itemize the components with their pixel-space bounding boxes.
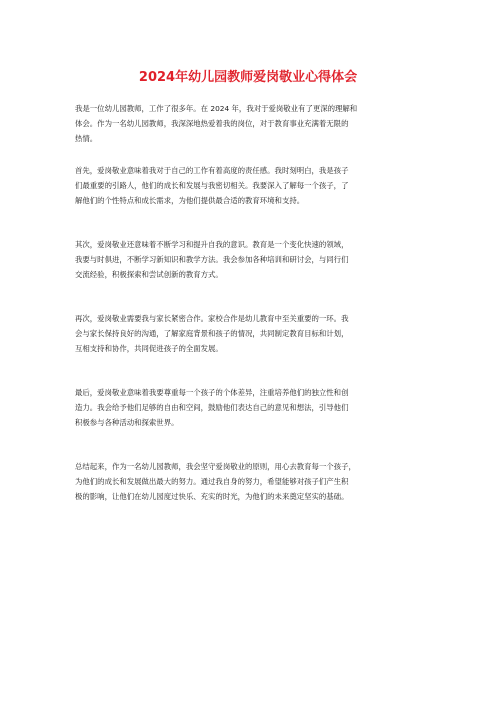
paragraph-line: 们最重要的引路人，他们的成长和发展与我密切相关。我要深入了解每一个孩子，了	[75, 181, 349, 190]
paragraph-line: 体会。作为一名幼儿园教师，我深深地热爱着我的岗位，对于教育事业充满着无限的	[75, 119, 349, 128]
paragraph-intro	[75, 101, 435, 146]
paragraph-line: 积极参与各种活动和探索世界。	[75, 418, 179, 427]
paragraph-line: 再次，爱岗敬业需要我与家长紧密合作。家校合作是幼儿教育中至关重要的一环。我	[75, 314, 349, 323]
paragraph-line: 首先，爱岗敬业意味着我对于自己的工作有着高度的责任感。我时刻明白，我是孩子	[75, 166, 349, 175]
paragraph-line: 会与家长保持良好的沟通，了解家庭背景和孩子的情况，共同制定教育目标和计划，	[75, 329, 349, 338]
paragraph-first	[75, 163, 435, 208]
paragraph-conclusion	[75, 459, 435, 504]
paragraph-second	[75, 237, 435, 282]
paragraph-third	[75, 311, 435, 356]
paragraph-line: 热情。	[75, 134, 98, 143]
paragraph-line: 为他们的成长和发展做出最大的努力。通过我自身的努力，希望能够对孩子们产生积	[75, 477, 349, 486]
paragraph-line: 其次，爱岗敬业还意味着不断学习和提升自我的意识。教育是一个变化快速的领域，	[75, 240, 349, 249]
paragraph-line: 我要与时俱进，不断学习新知识和教学方法。我会参加各种培训和研讨会，与同行们	[75, 255, 349, 264]
paragraph-line: 交流经验，积极探索和尝试创新的教育方式。	[75, 270, 223, 279]
paragraph-line: 极的影响，让他们在幼儿园度过快乐、充实的时光，为他们的未来奠定坚实的基础。	[75, 492, 349, 501]
paragraph-line: 互相支持和协作，共同促进孩子的全面发展。	[75, 344, 223, 353]
paragraph-line: 总结起来，作为一名幼儿园教师，我会坚守爱岗敬业的原则，用心去教育每一个孩子，	[75, 462, 356, 471]
paragraph-line: 最后，爱岗敬业意味着我要尊重每一个孩子的个体差异，注重培养他们的独立性和创	[75, 388, 349, 397]
paragraph-line: 解他们的个性特点和成长需求，为他们提供最合适的教育环境和支持。	[75, 196, 305, 205]
document-title: 2024年幼儿园教师爱岗敬业心得体会	[138, 70, 358, 85]
paragraph-line: 我是一位幼儿园教师，工作了很多年。在 2024 年，我对于爱岗敬业有了更深的理解和	[75, 104, 358, 113]
paragraph-line: 造力。我会给予他们足够的自由和空间，鼓励他们表达自己的意见和想法，引导他们	[75, 403, 349, 412]
paragraph-fourth	[75, 385, 435, 430]
